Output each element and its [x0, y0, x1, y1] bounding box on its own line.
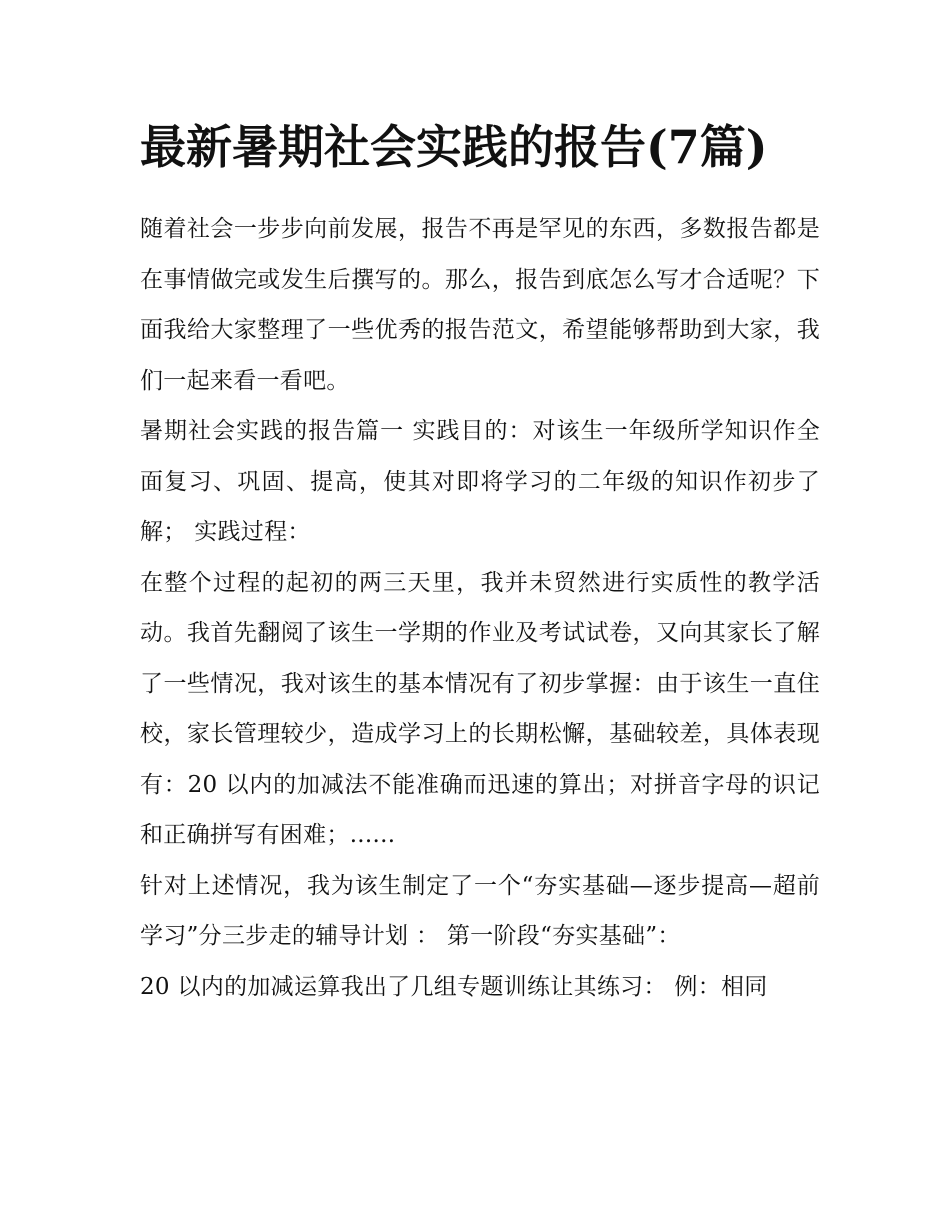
document-body	[140, 108, 820, 1012]
exercise-paragraph: 20 以内的加减运算我出了几组专题训练让其练习： 例：相同	[140, 973, 768, 1000]
plan-paragraph: 针对上述情况，我为该生制定了一个“夯实基础—逐步提高—超前学习”分三步走的辅导计划 ： 第一阶段“夯实基础”：	[140, 872, 820, 949]
process-paragraph: 在整个过程的起初的两三天里，我并未贸然进行实质性的教学活动。我首先翻阅了该生一学期的作业及考试试卷，又向其家长了解了一些情况，我对该生的基本情况有了初步掌握：由于该生一直住校，家长管理较少，造成学习上的长期松懈，基础较差，具体表现有：20 以内的加减法不能准确而迅速的算出；对拼音字母的识记和正确拼写有困难；......	[140, 569, 820, 848]
document-title: 最新暑期社会实践的报告(7篇)	[140, 120, 768, 174]
intro-paragraph: 随着社会一步步向前发展，报告不再是罕见的东西，多数报告都是在事情做完或发生后撰写的。那么，报告到底怎么写才合适呢？下面我给大家整理了一些优秀的报告范文，希望能够帮助到大家，我们一起来看一看吧。	[140, 216, 820, 394]
section-one-paragraph: 暑期社会实践的报告篇一 实践目的：对该生一年级所学知识作全面复习、巩固、提高，使其对即将学习的二年级的知识作初步了解； 实践过程：	[140, 418, 820, 545]
